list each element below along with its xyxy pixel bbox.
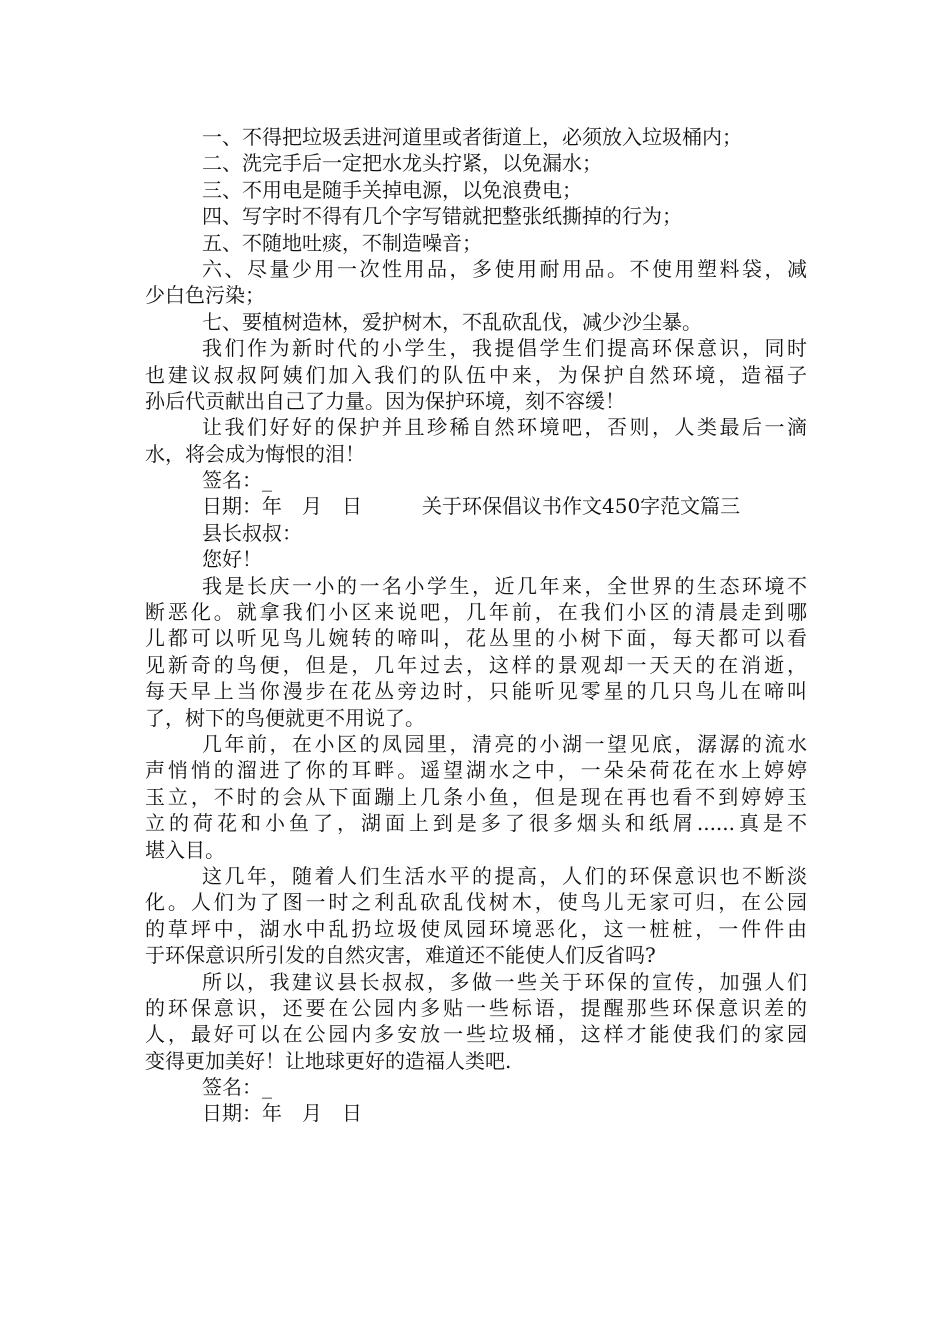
text-line: 少白色污染； <box>145 283 265 308</box>
text-line: 声悄悄的溜进了你的耳畔。遥望湖水之中，一朵朵荷花在水上婷婷 <box>145 758 807 783</box>
text-line: 我是长庆一小的一名小学生，近几年来，全世界的生态环境不 <box>202 573 807 598</box>
text-line: 每天早上当你漫步在花丛旁边时，只能听见零星的几只鸟儿在啼叫 <box>145 679 807 704</box>
text-line: 一、不得把垃圾丢进河道里或者街道上，必须放入垃圾桶内； <box>202 125 742 149</box>
text-line: 五、不随地吐痰，不制造噪音； <box>202 230 482 255</box>
text-line: 六、尽量少用一次性用品，多使用耐用品。不使用塑料袋，减 <box>202 256 807 281</box>
text-line: 孙后代贡献出自己了力量。因为保护环境，刻不容缓！ <box>145 388 625 413</box>
text-line: 日期：年 月 日 关于环保倡议书作文450字范文篇三 <box>202 494 741 519</box>
text-line: 了，树下的鸟便就更不用说了。 <box>145 705 425 730</box>
text-line: 也建议叔叔阿姨们加入我们的队伍中来，为保护自然环境，造福子 <box>145 362 807 387</box>
text-line: 四、写字时不得有几个字写错就把整张纸撕掉的行为； <box>202 204 682 229</box>
text-line: 这几年，随着人们生活水平的提高，人们的环保意识也不断淡 <box>202 863 807 888</box>
text-line: 化。人们为了图一时之利乱砍乱伐树木，使鸟儿无家可归，在公园 <box>145 890 807 915</box>
text-line: 的草坪中，湖水中乱扔垃圾使凤园环境恶化，这一桩桩，一件件由 <box>145 916 807 941</box>
text-line: 七、要植树造林，爱护树木，不乱砍乱伐，减少沙尘暴。 <box>202 309 702 334</box>
text-line: 日期：年 月 日 <box>202 1101 362 1126</box>
text-line: 变得更加美好！让地球更好的造福人类吧. <box>145 1048 512 1073</box>
text-line: 所以，我建议县长叔叔，多做一些关于环保的宣传，加强人们 <box>202 969 807 994</box>
text-line: 断恶化。就拿我们小区来说吧，几年前，在我们小区的清晨走到哪 <box>145 600 807 625</box>
text-line: 堪入目。 <box>145 837 225 862</box>
text-line: 您好！ <box>202 547 262 572</box>
text-line: 签名：_ <box>202 468 272 493</box>
text-line: 的环保意识，还要在公园内多贴一些标语，提醒那些环保意识差的 <box>145 995 807 1020</box>
text-line: 儿都可以听见鸟儿婉转的啼叫，花丛里的小树下面，每天都可以看 <box>145 626 807 651</box>
document-body <box>145 124 807 1127</box>
text-line: 县长叔叔： <box>202 520 302 545</box>
text-line: 几年前，在小区的凤园里，清亮的小湖一望见底，潺潺的流水 <box>202 731 807 756</box>
text-line: 让我们好好的保护并且珍稀自然环境吧，否则，人类最后一滴 <box>202 415 807 440</box>
text-line: 水，将会成为悔恨的泪！ <box>145 441 365 466</box>
text-line: 二、洗完手后一定把水龙头拧紧，以免漏水； <box>202 151 602 176</box>
text-line: 于环保意识所引发的自然灾害，难道还不能使人们反省吗? <box>145 943 656 968</box>
text-line: 我们作为新时代的小学生，我提倡学生们提高环保意识，同时 <box>202 336 807 361</box>
text-line: 三、不用电是随手关掉电源，以免浪费电； <box>202 177 582 202</box>
text-line: 立的荷花和小鱼了，湖面上到是多了很多烟头和纸屑......真是不 <box>145 811 807 836</box>
text-line: 人，最好可以在公园内多安放一些垃圾桶，这样才能使我们的家园 <box>145 1022 807 1047</box>
text-line: 玉立，不时的会从下面蹦上几条小鱼，但是现在再也看不到婷婷玉 <box>145 784 807 809</box>
text-line: 见新奇的鸟便，但是，几年过去，这样的景观却一天天的在消逝， <box>145 652 807 677</box>
text-line: 签名：_ <box>202 1075 272 1100</box>
